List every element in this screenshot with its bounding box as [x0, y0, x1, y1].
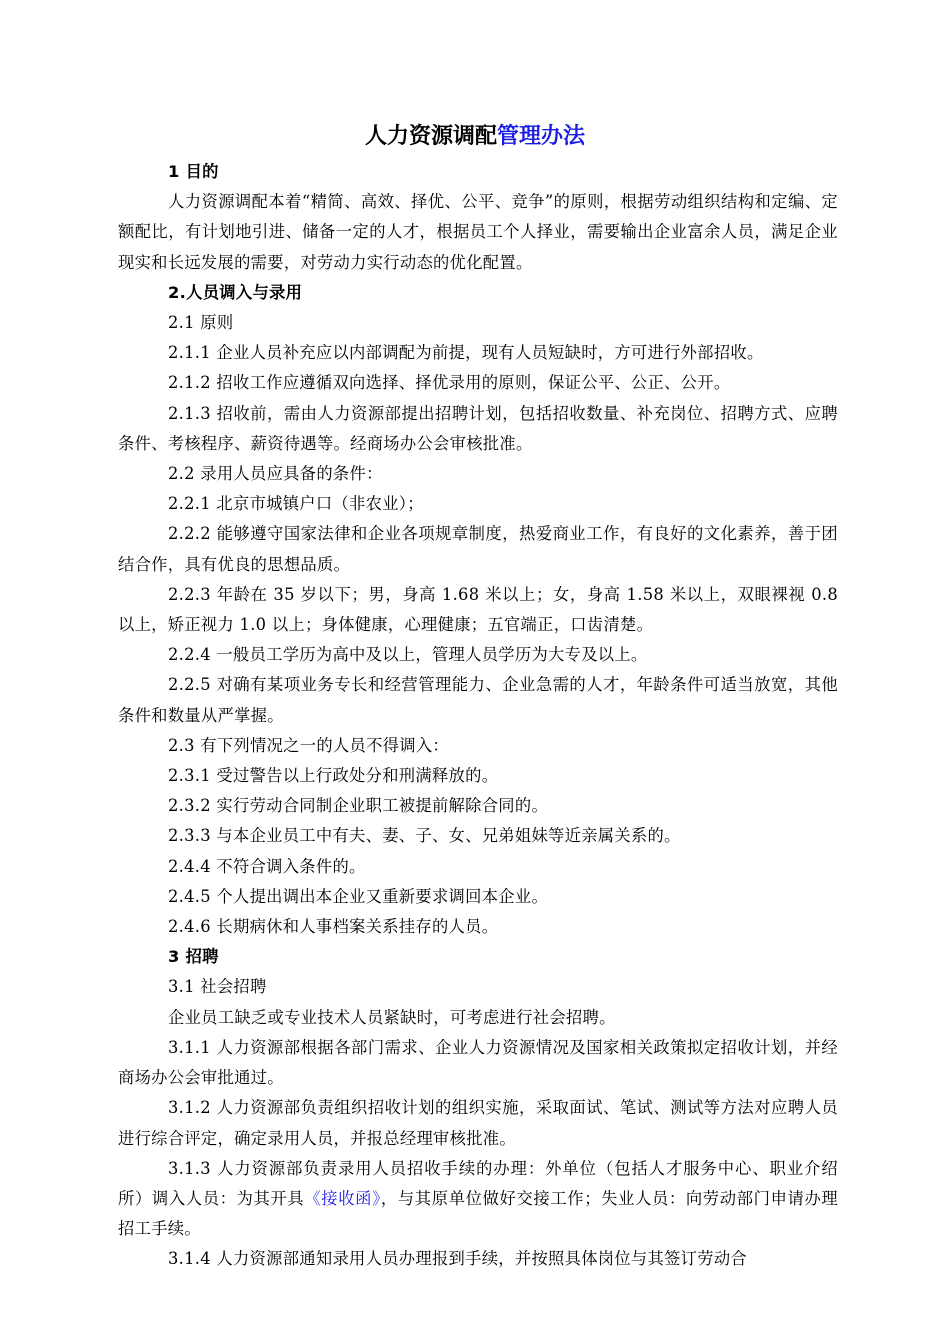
- paragraph: 2.1 原则: [168, 313, 234, 333]
- paragraph: 2.3.3 与本企业员工中有夫、妻、子、女、兄弟姐妹等近亲属关系的。: [168, 826, 681, 846]
- paragraph: 3.1.1 人力资源部根据各部门需求、企业人力资源情况及国家相关政策拟定招收计划，并经商场办公会审批通过。: [118, 1037, 838, 1088]
- paragraph: 2.4.6 长期病休和人事档案关系挂存的人员。: [168, 917, 499, 937]
- paragraph: 人力资源调配本着“精简、高效、择优、公平、竞争”的原则，根据劳动组织结构和定编、定额配比，有计划地引进、储备一定的人才，根据员工个人择业，需要输出企业富余人员，满足企业现实和长远发展的需要，对劳动力实行动态的优化配置。: [118, 192, 838, 272]
- paragraph: 2.2 录用人员应具备的条件：: [168, 464, 383, 484]
- paragraph: [118, 1154, 838, 1245]
- title-link[interactable]: 管理办法: [497, 124, 586, 149]
- paragraph: 2.2.2 能够遵守国家法律和企业各项规章制度，热爱商业工作，有良好的文化素养，善于团结合作，具有优良的思想品质。: [118, 524, 838, 574]
- paragraph: 2.1.2 招收工作应遵循双向选择、择优录用的原则，保证公平、公正、公开。: [168, 373, 731, 393]
- paragraph: 2.2.1 北京市城镇户口（非农业）；: [168, 494, 424, 514]
- paragraph: 3.1.4 人力资源部通知录用人员办理报到手续，并按照具体岗位与其签订劳动合: [168, 1249, 748, 1269]
- paragraph: 2.2.5 对确有某项业务专长和经营管理能力、企业急需的人才，年龄条件可适当放宽，其他条件和数量从严掌握。: [118, 675, 838, 725]
- section-heading: 1 目的: [168, 162, 219, 181]
- document-body: [118, 157, 838, 1275]
- paragraph: 2.4.4 不符合调入条件的。: [168, 856, 366, 876]
- acceptance-letter-link[interactable]: 《接收函》: [304, 1188, 381, 1208]
- paragraph: 2.4.5 个人提出调出本企业又重新要求调回本企业。: [168, 886, 549, 906]
- paragraph: 2.3 有下列情况之一的人员不得调入：: [168, 735, 449, 755]
- section-heading: 3 招聘: [168, 947, 219, 967]
- paragraph: 2.1.3 招收前，需由人力资源部提出招聘计划，包括招收数量、补充岗位、招聘方式、应聘条件、考核程序、薪资待遇等。经商场办公会审核批准。: [118, 403, 838, 453]
- paragraph: 3.1 社会招聘: [168, 977, 267, 997]
- title-text: 人力资源调配: [364, 124, 497, 149]
- paragraph: 2.2.3 年龄在 35 岁以下；男，身高 1.68 米以上；女，身高 1.58 米以上，双眼裸视 0.8 以上，矫正视力 1.0 以上；身体健康，心理健康；五官端正，口齿清楚。: [118, 584, 838, 635]
- paragraph: 企业员工缺乏或专业技术人员紧缺时，可考虑进行社会招聘。: [168, 1007, 616, 1027]
- paragraph-text: 3.1.3 人力资源部负责录用人员招收手续的办理：外单位（包括人才服务中心、职业介绍所）调入人员：为其开具: [118, 1158, 838, 1208]
- paragraph-text: ，与其原单位做好交接工作；失业人员：向劳动部门申请办理招工手续。: [118, 1188, 838, 1239]
- paragraph: 2.1.1 企业人员补充应以内部调配为前提，现有人员短缺时，方可进行外部招收。: [168, 343, 764, 363]
- document-title: [0, 122, 950, 152]
- paragraph: 2.3.2 实行劳动合同制企业职工被提前解除合同的。: [168, 796, 549, 816]
- section-heading: 2.人员调入与录用: [168, 282, 303, 302]
- paragraph: 3.1.2 人力资源部负责组织招收计划的组织实施，采取面试、笔试、测试等方法对应聘人员进行综合评定，确定录用人员，并报总经理审核批准。: [118, 1098, 838, 1148]
- paragraph: 2.2.4 一般员工学历为高中及以上，管理人员学历为大专及以上。: [168, 645, 648, 665]
- paragraph: 2.3.1 受过警告以上行政处分和刑满释放的。: [168, 766, 499, 786]
